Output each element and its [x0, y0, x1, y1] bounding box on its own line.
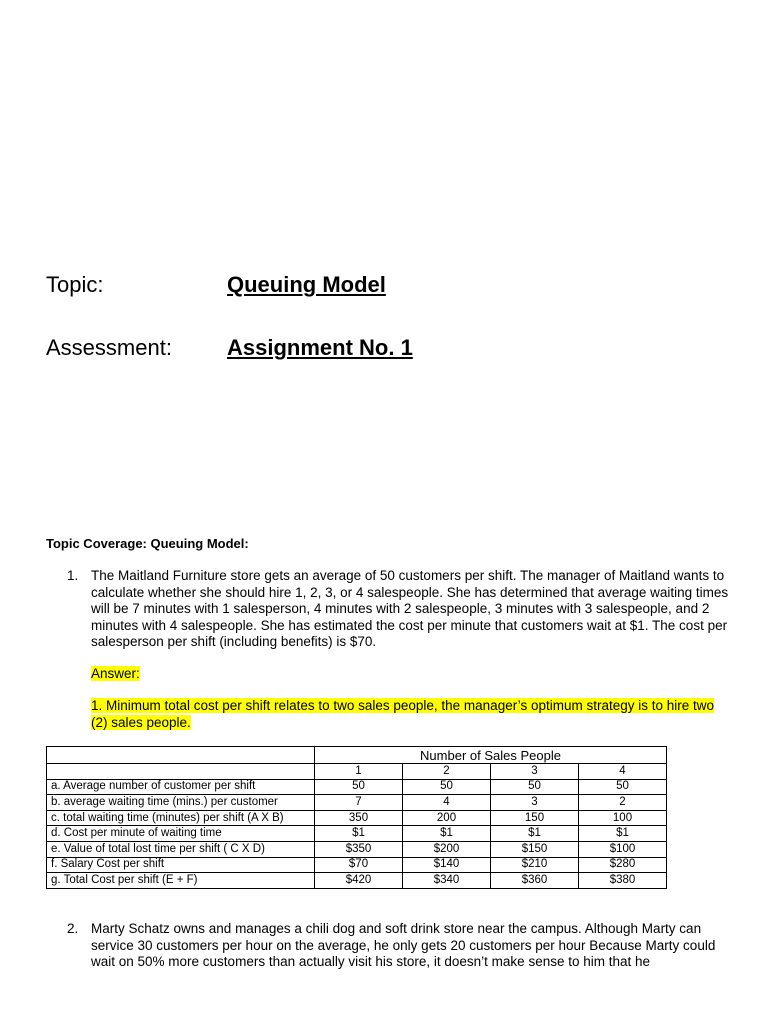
table-cell: 100 [579, 810, 667, 826]
table-cell: $340 [403, 873, 491, 889]
table-cell: $1 [579, 826, 667, 842]
topic-value: Queuing Model [227, 272, 386, 297]
question-1-number: 1. [67, 568, 79, 583]
cost-table [46, 746, 667, 889]
table-cell: $210 [491, 857, 579, 873]
table-cell: 3 [491, 795, 579, 811]
table-row [47, 873, 667, 889]
topic-label: Topic: [46, 272, 104, 297]
table-cell: $420 [315, 873, 403, 889]
table-cell: 50 [315, 779, 403, 795]
table-cell: $150 [491, 841, 579, 857]
table-row-label: d. Cost per minute of waiting time [47, 826, 315, 842]
table-cell: 150 [491, 810, 579, 826]
table-header-blank [47, 764, 315, 780]
table-row-label: b. average waiting time (mins.) per customer [47, 795, 315, 811]
table-cell: 7 [315, 795, 403, 811]
question-1-text: The Maitland Furniture store gets an average of 50 customers per shift. The manager of Maitland wants to calculate whether she should hire 1, 2, 3, or 4 salespeople. She has determined that average waiting times will be 7 minutes with 1 salesperson, 4 minutes with 2 salespeople, 3 minutes with 3 salespeople, and 2 minutes with 4 salespeople. She has estimated the cost per minute that customers wait at $1. The cost per salesperson per shift (including benefits) is $70. [91, 568, 729, 649]
question-2-text: Marty Schatz owns and manages a chili dog and soft drink store near the campus. Although Marty can service 30 customers per hour on the average, he only gets 20 customers per hour Because Marty could wait on 50% more customers than actually visit his store, it doesn’t make sense to him that he [91, 921, 716, 969]
table-row-label: f. Salary Cost per shift [47, 857, 315, 873]
table-cell: $350 [315, 841, 403, 857]
assessment-value: Assignment No. 1 [227, 335, 413, 360]
table-cell: $200 [403, 841, 491, 857]
table-cell: 50 [491, 779, 579, 795]
table-cell: 2 [579, 795, 667, 811]
table-row-label: e. Value of total lost time per shift ( C X D) [47, 841, 315, 857]
table-cell: $360 [491, 873, 579, 889]
table-group-header: Number of Sales People [315, 747, 667, 764]
answer-label: Answer: [91, 666, 140, 681]
table-cell: 4 [403, 795, 491, 811]
answer-text-container [91, 697, 721, 731]
table-row [47, 795, 667, 811]
table-cell: $1 [315, 826, 403, 842]
table-group-header-row [47, 747, 667, 764]
table-row-label: a. Average number of customer per shift [47, 779, 315, 795]
assessment-label: Assessment: [46, 335, 172, 360]
table-row [47, 826, 667, 842]
question-2-number: 2. [67, 921, 79, 936]
coverage-title: Topic Coverage: Queuing Model: [46, 536, 249, 551]
table-column-header-row [47, 764, 667, 780]
table-column-header: 1 [315, 764, 403, 780]
table-cell: $380 [579, 873, 667, 889]
table-row [47, 841, 667, 857]
table-column-header: 3 [491, 764, 579, 780]
table-column-header: 4 [579, 764, 667, 780]
table-row [47, 810, 667, 826]
table-cell: 50 [403, 779, 491, 795]
table-row [47, 779, 667, 795]
answer-text: 1. Minimum total cost per shift relates to two sales people, the manager’s optimum strategy is to hire two (2) sales people. [91, 698, 715, 730]
table-cell: 200 [403, 810, 491, 826]
answer-label-container [91, 666, 140, 683]
table-cell: $1 [403, 826, 491, 842]
table-row-label: g. Total Cost per shift (E + F) [47, 873, 315, 889]
table-row-label: c. total waiting time (minutes) per shift (A X B) [47, 810, 315, 826]
table-cell: $140 [403, 857, 491, 873]
table-cell: $1 [491, 826, 579, 842]
table-cell: 50 [579, 779, 667, 795]
table-corner-cell [47, 747, 315, 764]
table-cell: $100 [579, 841, 667, 857]
table-cell: $280 [579, 857, 667, 873]
table-cell: $70 [315, 857, 403, 873]
table-cell: 350 [315, 810, 403, 826]
table-column-header: 2 [403, 764, 491, 780]
table-row [47, 857, 667, 873]
